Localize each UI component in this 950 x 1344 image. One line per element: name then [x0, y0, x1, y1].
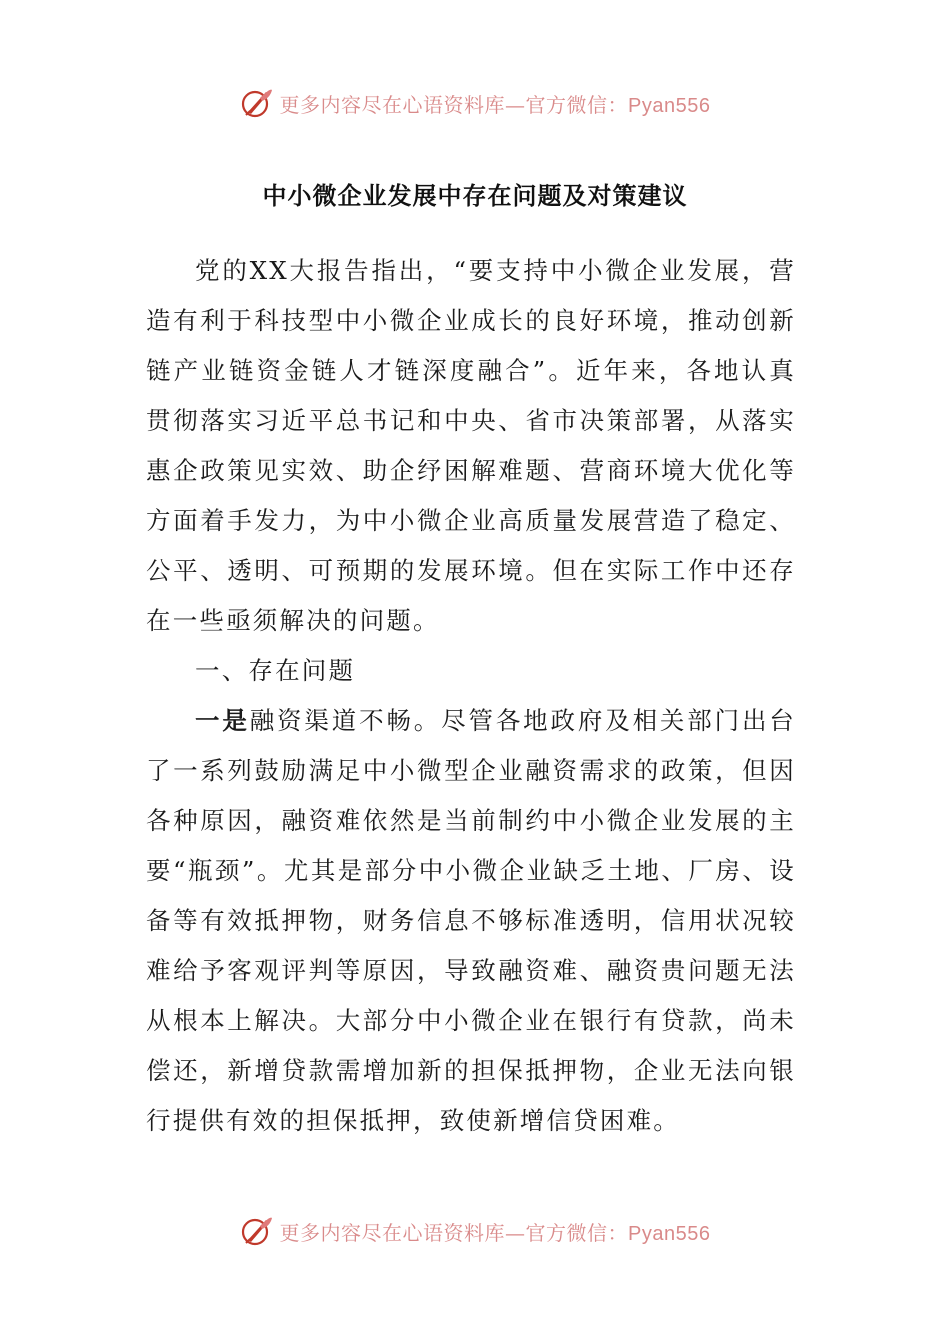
quill-logo-icon — [240, 1214, 274, 1248]
header-banner — [0, 83, 950, 123]
point-paragraph — [146, 696, 796, 1146]
banner-text — [280, 89, 711, 118]
point-text: 融资渠道不畅。尽管各地政府及相关部门出台了一系列鼓励满足中小微型企业融资需求的政策，但因各种原因，融资难依然是当前制约中小微企业发展的主要“瓶颈”。尤其是部分中小微企业缺乏土地、厂房、设备等有效抵押物，财务信息不够标准透明，信用状况较难给予客观评判等原因，导致融资难、融资贵问题无法从根本上解决。大部分中小微企业在银行有贷款，尚未偿还，新增贷款需增加新的担保抵押物，企业无法向银行提供有效的担保抵押，致使新增信贷困难。 — [146, 706, 797, 1135]
banner-slogan: 更多内容尽在心语资料库—官方微信： — [279, 92, 629, 117]
banner-slogan: 更多内容尽在心语资料库—官方微信： — [279, 1220, 629, 1245]
intro-paragraph: 党的XX大报告指出，“要支持中小微企业发展，营造有利于科技型中小微企业成长的良好环境，推动创新链产业链资金链人才链深度融合”。近年来，各地认真贯彻落实习近平总书记和中央、省市决策部署，从落实惠企政策见实效、助企纾困解难题、营商环境大优化等方面着手发力，为中小微企业高质量发展营造了稳定、公平、透明、可预期的发展环境。但在实际工作中还存在一些亟须解决的问题。 — [146, 256, 796, 635]
footer-banner — [0, 1211, 950, 1251]
banner-wechat-id: Pyan556 — [628, 94, 711, 117]
banner-wechat-id: Pyan556 — [628, 1222, 711, 1245]
document-body — [146, 246, 796, 1146]
point-lead: 一是 — [195, 706, 250, 735]
banner-text — [280, 1217, 711, 1246]
section-heading: 一、存在问题 — [195, 656, 356, 685]
document-title: 中小微企业发展中存在问题及对策建议 — [262, 182, 688, 210]
quill-logo-icon — [240, 86, 274, 120]
